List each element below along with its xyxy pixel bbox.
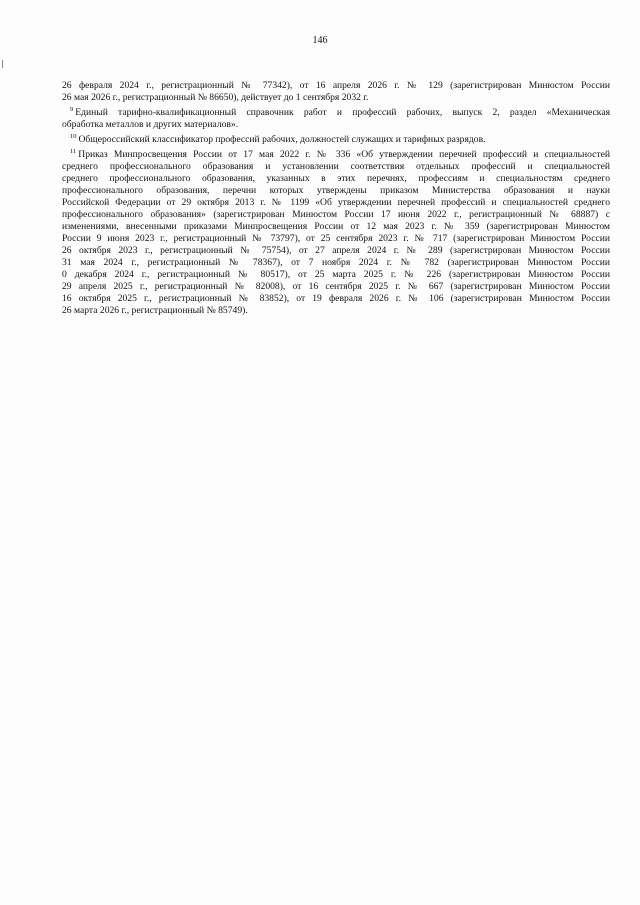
- footnote-line: 16 октября 2025 г., регистрационный № 83852), от 19 февраля 2026 г. № 106 (зарегистрирован Минюстом России: [62, 293, 610, 304]
- footnote-line: среднего профессионального образования, указанных в этих перечнях, профессиям и специальностям среднего: [62, 173, 610, 184]
- footnote-text: Общероссийский классификатор профессий рабочих, должностей служащих и тарифных разрядов.: [78, 134, 486, 145]
- footnote-text: Приказ Минпросвещения России от 17 мая 2022 г. № 336 «Об утверждении перечней профессий и специальностей: [78, 149, 610, 160]
- scan-edge-mark: [2, 60, 3, 68]
- footnote-10: [62, 131, 610, 146]
- footnote-marker: 9: [70, 106, 74, 113]
- footnote-line: 31 мая 2024 г., регистрационный № 78367), от 7 ноября 2024 г. № 782 (зарегистрирован Минюстом России: [62, 257, 610, 268]
- footnotes-block: [62, 80, 610, 317]
- footnote-line: 26 февраля 2024 г., регистрационный № 77342), от 16 апреля 2026 г. № 129 (зарегистрирован Минюстом России: [62, 80, 610, 91]
- page-number: 146: [312, 35, 328, 46]
- footnote-text: Единый тарифно-квалификационный справочник работ и профессий рабочих, выпуск 2, раздел «Механическая: [75, 107, 610, 118]
- footnote-line: России 9 июня 2023 г., регистрационный № 73797), от 25 сентября 2023 г. № 717 (зарегистрирован Минюстом России: [62, 233, 610, 244]
- footnote-marker: 10: [70, 133, 77, 140]
- footnote-line: 0 декабря 2024 г., регистрационный № 80517), от 25 марта 2025 г. № 226 (зарегистрирован Минюстом России: [62, 269, 610, 280]
- footnote-line: Российской Федерации от 29 октября 2013 г. № 1199 «Об утверждении перечней профессий и специальностей среднего: [62, 197, 610, 208]
- footnote-line: профессионального образования» (зарегистрирован Минюстом России 17 июня 2022 г., регистрационный № 68887) с: [62, 209, 610, 220]
- footnote-line: 26 мая 2026 г., регистрационный № 86650), действует до 1 сентября 2032 г.: [62, 92, 369, 103]
- footnote-9: [62, 104, 610, 131]
- footnote-line: профессионального образования, перечни которых утверждены приказом Министерства образования и науки: [62, 185, 610, 196]
- footnote-line: 26 октября 2023 г., регистрационный № 75754), от 27 апреля 2024 г. № 289 (зарегистрирован Минюстом России: [62, 245, 610, 256]
- footnote-line: среднего профессионального образования и установлении соответствия отдельных профессий и специальностей: [62, 161, 610, 172]
- footnote-line: 26 марта 2026 г., регистрационный № 85749).: [62, 305, 248, 316]
- footnote-8-continuation: [62, 80, 610, 104]
- footnote-marker: 11: [70, 148, 77, 155]
- footnote-line: [62, 131, 610, 146]
- footnote-11: [62, 146, 610, 317]
- footnote-line: обработка металлов и других материалов».: [62, 119, 239, 130]
- footnote-line: [62, 104, 610, 119]
- footnote-line: изменениями, внесенными приказами Минпросвещения России от 12 мая 2023 г. № 359 (зарегистрирован Минюстом: [62, 221, 610, 232]
- footnote-line: [62, 146, 610, 161]
- footnote-line: 29 апреля 2025 г., регистрационный № 82008), от 16 сентября 2025 г. № 667 (зарегистрирован Минюстом России: [62, 281, 610, 292]
